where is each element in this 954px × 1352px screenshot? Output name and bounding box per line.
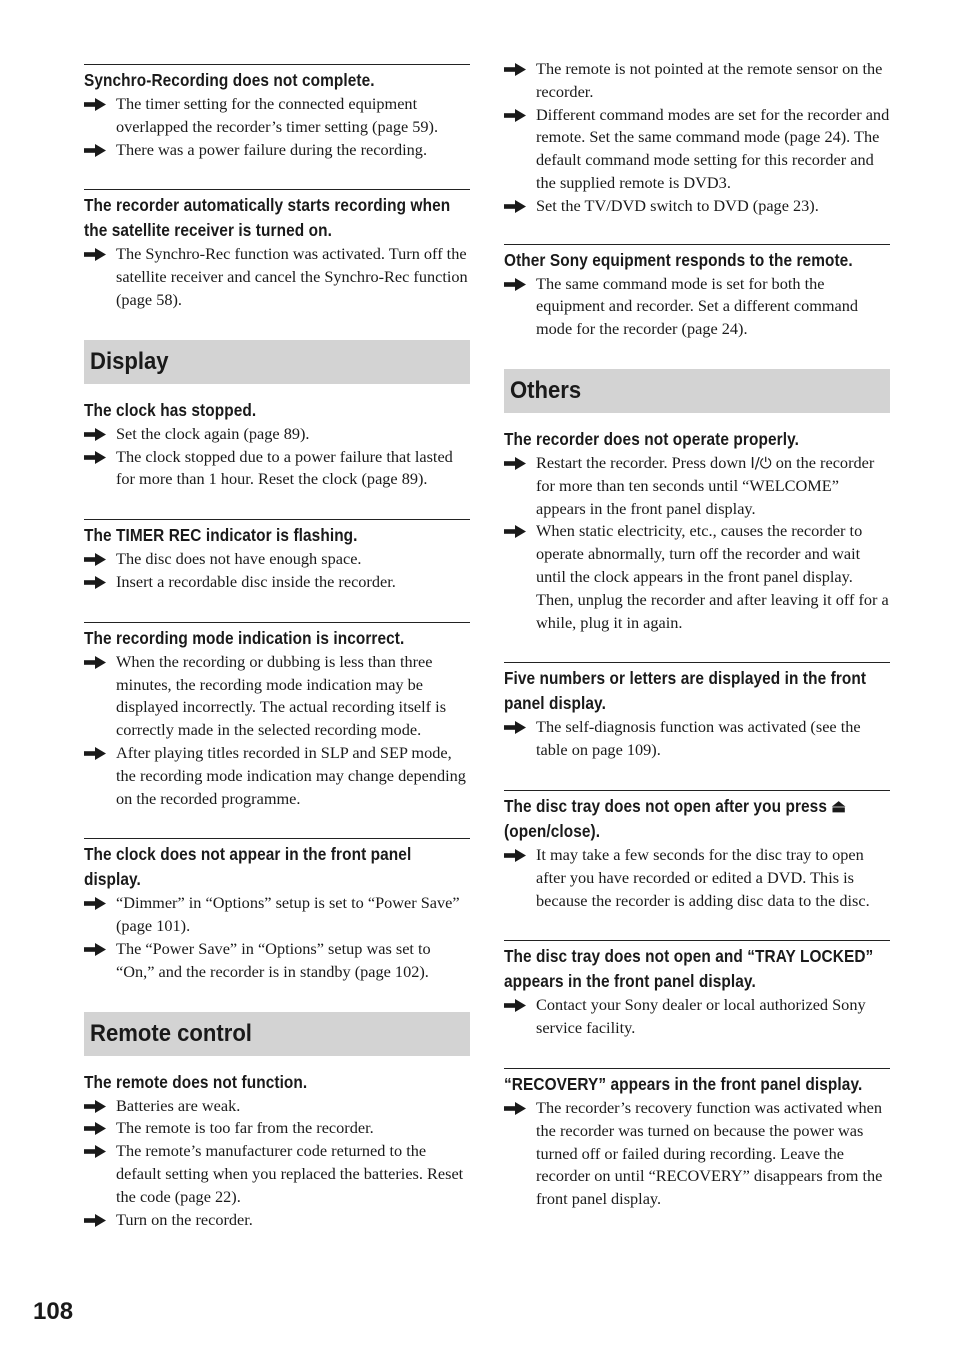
display-entries	[84, 398, 470, 984]
arrow-bullet-icon	[504, 63, 526, 76]
arrow-bullet-icon	[84, 248, 106, 261]
list-item: The remote is not pointed at the remote sensor on the recorder.	[504, 58, 890, 104]
list-item: The “Power Save” in “Options” setup was set to “On,” and the recorder is in standby (page 102).	[84, 938, 470, 984]
arrow-bullet-icon	[84, 747, 106, 760]
entry-title: The disc tray does not open and “TRAY LOCKED” appears in the front panel display.	[504, 946, 874, 992]
list-item: Different command modes are set for the recorder and remote. Set the same command mode (page 24). The default command mode setting for this recorder and the supplied remote is DVD3.	[504, 104, 890, 195]
list-item: Set the TV/DVD switch to DVD (page 23).	[504, 195, 890, 218]
others-entries	[504, 662, 890, 1211]
list-item: The remote’s manufacturer code returned to the default setting when you replaced the batteries. Reset the code (page 22).	[84, 1140, 470, 1208]
arrow-bullet-icon	[504, 109, 526, 122]
arrow-bullet-icon	[84, 1100, 106, 1113]
left-column	[84, 64, 470, 1259]
right-top-entries	[504, 244, 890, 341]
troubleshooting-entry	[504, 244, 890, 341]
list-item: It may take a few seconds for the disc tray to open after you have recorded or edited a DVD. This is because the recorder is adding disc data to the disc.	[504, 844, 890, 912]
list-item: The clock stopped due to a power failure that lasted for more than 1 hour. Reset the clock (page 89).	[84, 446, 470, 492]
arrow-bullet-icon	[84, 1214, 106, 1227]
arrow-bullet-icon	[504, 721, 526, 734]
entry-title: The recorder does not operate properly.	[504, 428, 799, 449]
arrow-bullet-icon	[84, 943, 106, 956]
troubleshooting-entry	[504, 662, 890, 762]
list-item: After playing titles recorded in SLP and SEP mode, the recording mode indication may change depending on the recorded programme.	[84, 742, 470, 810]
entry-title: The recorder automatically starts recording when the satellite receiver is turned on.	[84, 195, 451, 241]
troubleshooting-entry	[84, 519, 470, 594]
remote-entries	[84, 1070, 470, 1232]
list-item: The same command mode is set for both the equipment and recorder. Set a different command mode for the recorder (page 24).	[504, 273, 890, 341]
list-item: There was a power failure during the recording.	[84, 139, 470, 162]
arrow-bullet-icon	[84, 428, 106, 441]
entry-title: The TIMER REC indicator is flashing.	[84, 525, 358, 546]
list-item: The Synchro-Rec function was activated. Turn off the satellite receiver and cancel the Synchro-Rec function (page 58).	[84, 243, 470, 311]
power-button-icon: I/⏻	[750, 453, 772, 472]
section-heading-display: Display	[84, 340, 470, 384]
list-item: The remote is too far from the recorder.	[84, 1117, 470, 1140]
entry-title: Five numbers or letters are displayed in the front panel display.	[504, 668, 867, 714]
troubleshooting-entry	[84, 64, 470, 161]
arrow-bullet-icon	[504, 849, 526, 862]
section-heading-others: Others	[504, 369, 890, 413]
entry-title: Synchro-Recording does not complete.	[84, 70, 375, 90]
list-item: When the recording or dubbing is less than three minutes, the recording mode indication may be displayed incorrectly. The actual recording itself is correctly made in the selected recording mode.	[84, 651, 470, 742]
list-item: Insert a recordable disc inside the recorder.	[84, 571, 470, 594]
continued-entry	[504, 58, 890, 218]
entry-title: The remote does not function.	[84, 1071, 308, 1092]
entry-title: The clock has stopped.	[84, 399, 257, 420]
troubleshooting-entry	[504, 790, 890, 912]
arrow-bullet-icon	[84, 897, 106, 910]
entry-title: The recording mode indication is incorrect.	[84, 627, 405, 648]
arrow-bullet-icon	[84, 451, 106, 464]
troubleshooting-entry	[84, 189, 470, 311]
troubleshooting-entry	[504, 1068, 890, 1211]
arrow-bullet-icon	[84, 144, 106, 157]
list-item: The self-diagnosis function was activated (see the table on page 109).	[504, 716, 890, 762]
arrow-bullet-icon	[84, 1122, 106, 1135]
entry-title: “RECOVERY” appears in the front panel display.	[504, 1073, 863, 1094]
list-item: Restart the recorder. Press down I/⏻ on the recorder for more than ten seconds until “WELCOME” appears in the front panel display.	[504, 452, 890, 520]
arrow-bullet-icon	[504, 278, 526, 291]
entry-title: Other Sony equipment responds to the remote.	[504, 249, 853, 270]
list-item: Set the clock again (page 89).	[84, 423, 470, 446]
troubleshooting-entry	[84, 398, 470, 491]
arrow-bullet-icon	[84, 576, 106, 589]
arrow-bullet-icon	[84, 98, 106, 111]
arrow-bullet-icon	[504, 525, 526, 538]
arrow-bullet-icon	[504, 457, 526, 470]
right-column	[504, 58, 890, 1239]
list-item: The disc does not have enough space.	[84, 548, 470, 571]
troubleshooting-entry	[84, 1070, 470, 1232]
left-top-entries	[84, 64, 470, 312]
list-item: “Dimmer” in “Options” setup is set to “Power Save” (page 101).	[84, 892, 470, 938]
page-number: 108	[33, 1298, 74, 1325]
entry-title: The disc tray does not open after you press ⏏ (open/close).	[504, 795, 846, 841]
list-item: Turn on the recorder.	[84, 1209, 470, 1232]
entry-recorder-not-operating	[504, 427, 890, 634]
arrow-bullet-icon	[84, 1145, 106, 1158]
list-item: Batteries are weak.	[84, 1095, 470, 1118]
troubleshooting-entry	[504, 940, 890, 1040]
arrow-bullet-icon	[84, 656, 106, 669]
arrow-bullet-icon	[504, 200, 526, 213]
arrow-bullet-icon	[84, 553, 106, 566]
list-item: The timer setting for the connected equipment overlapped the recorder’s timer setting (page 59).	[84, 93, 470, 139]
list-item: When static electricity, etc., causes the recorder to operate abnormally, turn off the recorder and wait until the clock appears in the front panel display. Then, unplug the recorder and after leaving it off for a while, plug it in again.	[504, 520, 890, 634]
troubleshooting-entry	[84, 622, 470, 811]
troubleshooting-entry	[84, 838, 470, 983]
list-item: Contact your Sony dealer or local authorized Sony service facility.	[504, 994, 890, 1040]
list-item: The recorder’s recovery function was activated when the recorder was turned on because the power was turned off or failed during recording. Leave the recorder on until “RECOVERY” disappears from the front panel display.	[504, 1097, 890, 1211]
entry-title: The clock does not appear in the front panel display.	[84, 844, 412, 890]
section-heading-remote-control: Remote control	[84, 1012, 470, 1056]
arrow-bullet-icon	[504, 1102, 526, 1115]
arrow-bullet-icon	[504, 999, 526, 1012]
